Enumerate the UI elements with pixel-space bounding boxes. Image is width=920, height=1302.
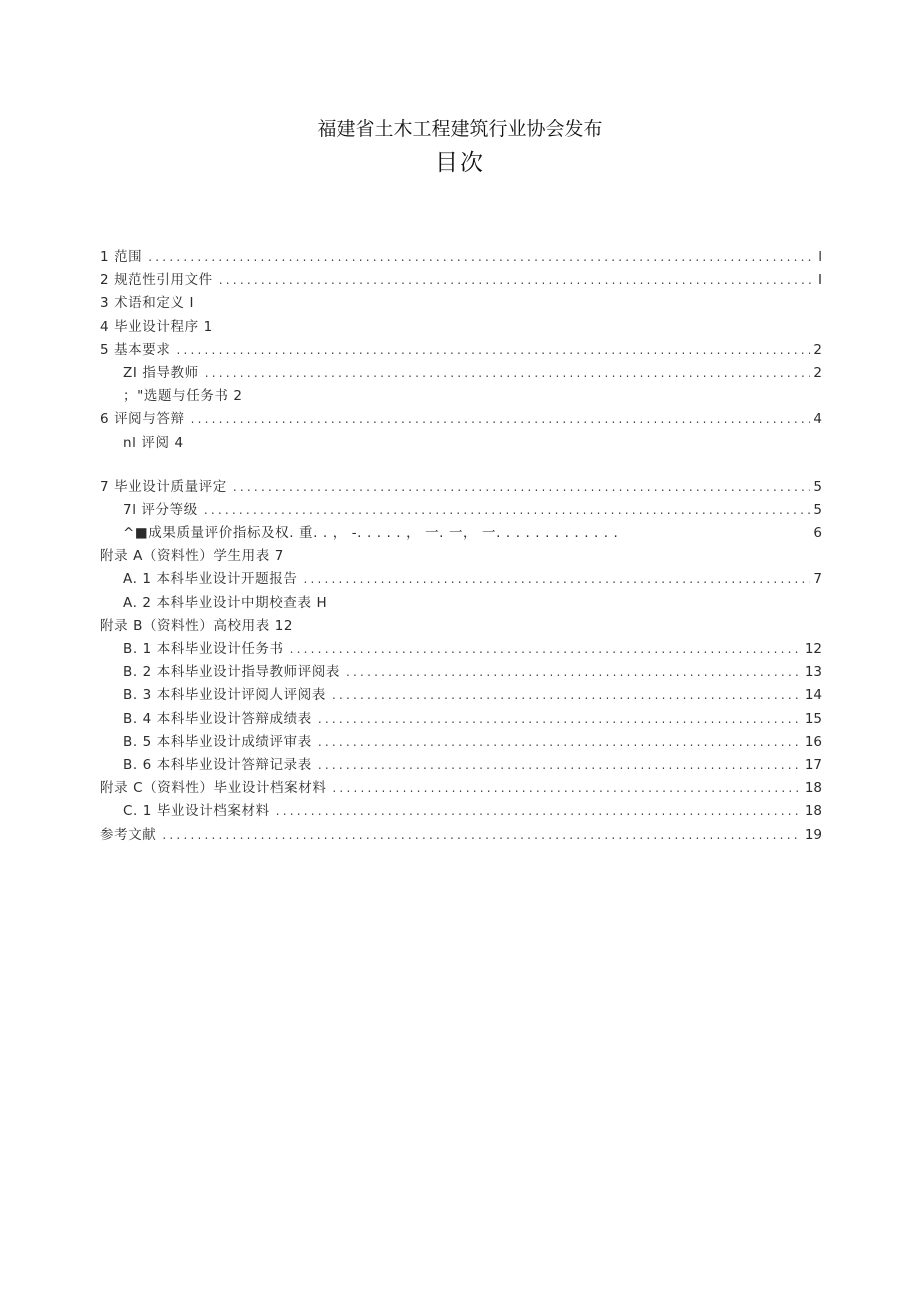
toc-entry [100,522,822,545]
toc-entry-label: A. 1 本科毕业设计开题报告 [123,571,298,588]
toc-entry-label: 6 评阅与答辩 [100,411,185,428]
toc-entry-page-number: 5 [813,501,822,518]
toc-entry-label: 4 毕业设计程序 1 [100,318,213,335]
toc-entry [100,800,822,823]
toc-entry-label: 1 范围 [100,249,143,265]
toc-entry-label: nl 评阅 4 [123,434,184,451]
toc-entry [100,408,822,431]
toc-entry [100,362,822,385]
toc-entry [100,292,822,315]
toc-dot-leader [332,684,802,707]
toc-entry-page-number: 2 [813,341,822,358]
toc-entry-label: B. 6 本科毕业设计答辩记录表 [123,756,312,773]
table-of-contents [100,246,822,847]
toc-entry-label: 附录 C（资料性）毕业设计档案材料 [100,780,327,797]
toc-dot-leader [148,246,813,269]
toc-entry-page-number: 18 [804,780,822,797]
toc-entry-page-number: 13 [804,664,822,681]
toc-entry-page-number: 17 [804,756,822,773]
toc-dot-leader [219,269,813,292]
page-title: 目次 [435,150,485,176]
toc-entry [100,684,822,707]
toc-entry [100,754,822,777]
toc-entry-page-number: I [818,272,822,289]
toc-entry [100,385,822,408]
toc-dot-leader [204,499,811,522]
toc-dot-leader [318,731,802,754]
toc-dot-leader [233,476,811,499]
toc-entry [100,638,822,661]
toc-dot-leader [318,754,802,777]
toc-entry [100,432,822,455]
toc-entry [100,269,822,292]
publisher-heading: 福建省土木工程建筑行业协会发布 [317,118,603,140]
toc-dot-leader [276,800,802,823]
toc-entry-label: C. 1 毕业设计档案材料 [123,803,270,820]
toc-entry [100,731,822,754]
toc-entry [100,499,822,522]
toc-entry [100,545,822,568]
toc-dot-leader [346,661,802,684]
toc-entry-page-number: 4 [813,411,822,428]
toc-entry-label: 参考文献 [100,826,157,843]
toc-entry [100,246,822,269]
toc-entry-page-number: l [818,249,822,265]
toc-entry-label: 5 基本要求 [100,341,171,358]
toc-dot-leader [162,824,801,847]
toc-entry-page-number: 5 [813,478,822,495]
toc-entry-page-number: 19 [804,826,822,843]
toc-entry-label: 2 规范性引用文件 [100,272,213,289]
toc-entry-page-number: 7 [813,571,822,588]
toc-entry-label: 7l 评分等级 [123,501,198,518]
toc-entry [100,339,822,362]
toc-entry [100,708,822,731]
toc-entry-page-number: 6 [813,525,822,542]
toc-entry [100,476,822,499]
toc-entry-label: B. 2 本科毕业设计指导教师评阅表 [123,664,341,681]
toc-dot-leader [303,568,810,591]
toc-entry [100,777,822,800]
toc-entry-page-number: 2 [813,364,822,381]
toc-entry-label: ZI 指导教师 [123,364,199,381]
toc-entry-label: B. 1 本科毕业设计任务书 [123,641,284,657]
toc-entry-label: 附录 B（资料性）高校用表 12 [100,617,294,634]
toc-entry [100,568,822,591]
toc-dot-leader [205,362,811,385]
toc-entry [100,592,822,615]
toc-entry-page-number: 14 [804,687,822,704]
toc-entry-label: B. 3 本科毕业设计评阅人评阅表 [123,687,326,704]
toc-dot-leader [332,777,801,800]
toc-entry-page-number: 18 [804,803,822,820]
toc-entry-label: B. 5 本科毕业设计成绩评审表 [123,733,312,750]
toc-entry-page-number: 15 [804,710,822,727]
toc-entry-page-number: 12 [804,641,822,657]
toc-entry-label: ^■成果质量评价指标及权. 重. . ， -. . . . . ， 一. 一， 一. . . . . . . . . . . . . [123,525,619,542]
toc-entry [100,661,822,684]
toc-dot-leader [176,339,810,362]
toc-dot-leader [290,638,802,661]
toc-entry-label: 附录 A（资料性）学生用表 7 [100,548,284,565]
toc-entry [100,615,822,638]
toc-entry [100,824,822,847]
toc-entry-label: A. 2 本科毕业设计中期校查表 H [123,594,328,611]
toc-entry-label: ；"选题与任务书 2 [123,388,243,405]
toc-entry-label: B. 4 本科毕业设计答辩成绩表 [123,710,312,727]
toc-dot-leader [318,708,802,731]
toc-dot-leader [191,408,811,431]
toc-entry-page-number: 16 [804,733,822,750]
toc-entry [100,316,822,339]
toc-entry-label: 3 术语和定义 I [100,295,195,312]
toc-entry-label: 7 毕业设计质量评定 [100,478,227,495]
